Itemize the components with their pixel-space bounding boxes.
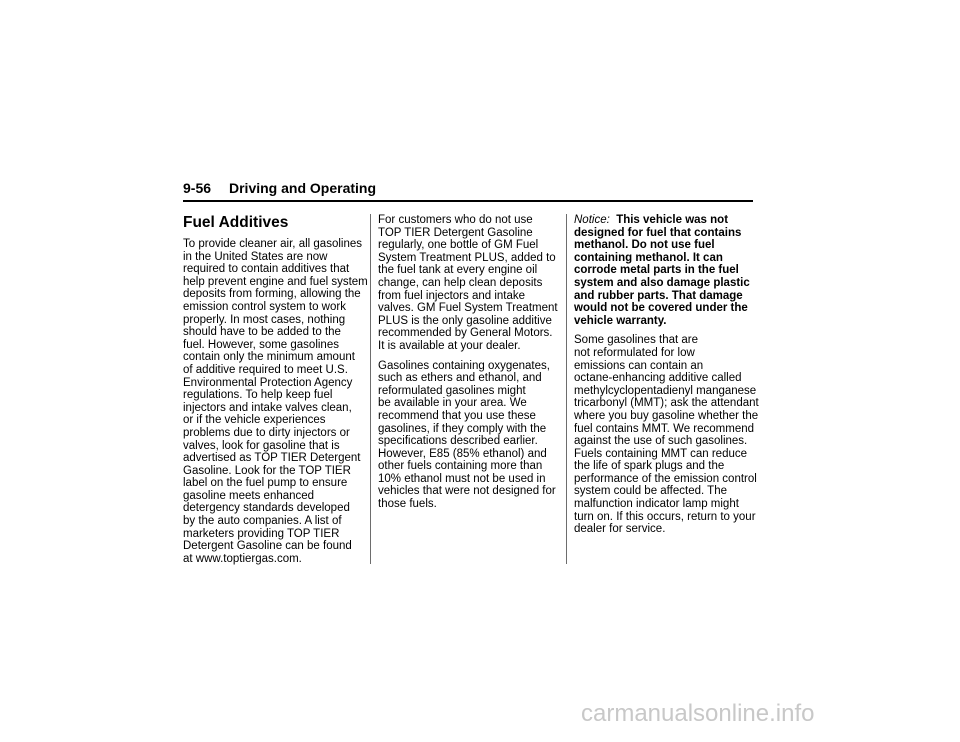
paragraph	[574, 334, 759, 536]
text-line: the life of spark plugs and the	[574, 460, 725, 473]
text-line: deposits from forming, allowing the	[183, 288, 361, 301]
text-line: valves, look for gasoline that is	[183, 439, 340, 452]
text-line: To provide cleaner air, all gasolines	[183, 238, 362, 250]
watermark: carmanualsonline.info	[581, 700, 815, 727]
text-line: change, can help clean deposits	[378, 276, 543, 289]
notice-block	[574, 214, 756, 327]
text-line: specifications described earlier.	[378, 435, 538, 448]
text-line: against the use of such gasolines.	[574, 435, 748, 448]
text-line: label on the fuel pump to ensure	[183, 477, 348, 490]
text-line: Fuels containing MMT can reduce	[574, 447, 748, 460]
text-line: TOP TIER Detergent Gasoline	[378, 226, 533, 239]
text-line: properly. In most cases, nothing	[183, 313, 346, 326]
page-number: 9-56	[183, 180, 212, 196]
text-line: be available in your area. We	[378, 397, 527, 410]
text-line: from fuel injectors and intake	[378, 289, 526, 302]
notice-text: This vehicle was not	[616, 214, 729, 226]
text-line: dealer for service.	[574, 523, 666, 536]
text-line: fuel. However, some gasolines	[183, 338, 339, 351]
text-line: emissions can contain an	[574, 359, 704, 372]
text-line: help prevent engine and fuel system	[183, 275, 368, 288]
text-line: tricarbonyl (MMT); ask the attendant	[574, 397, 759, 410]
column-left	[183, 214, 368, 572]
text-line: vehicle warranty.	[574, 314, 667, 327]
text-line: methanol. Do not use fuel	[574, 239, 715, 252]
text-line: recommend that you use these	[378, 409, 536, 422]
text-line: should have to be added to the	[183, 326, 341, 339]
text-line: detergency standards developed	[183, 502, 350, 515]
text-line: those fuels.	[378, 498, 437, 511]
notice-first-line	[574, 214, 756, 227]
text-line: performance of the emission control	[574, 472, 757, 485]
text-line: malfunction indicator lamp might	[574, 498, 739, 511]
text-line: system and also damage plastic	[574, 276, 750, 289]
text-line: gasolines, if they comply with the	[378, 422, 547, 435]
text-line: Detergent Gasoline can be found	[183, 540, 352, 553]
text-line: of additive required to meet U.S.	[183, 363, 348, 376]
text-line: emission control system to work	[183, 300, 346, 313]
text-line: Gasoline. Look for the TOP TIER	[183, 464, 351, 477]
notice-label: Notice:	[574, 214, 610, 226]
paragraph	[378, 360, 556, 511]
text-line: designed for fuel that contains	[574, 226, 742, 239]
text-line: System Treatment PLUS, added to	[378, 251, 556, 264]
text-line: the fuel tank at every engine oil	[378, 264, 538, 277]
paragraph	[183, 238, 368, 565]
text-line: recommended by General Motors.	[378, 327, 553, 340]
page-header	[183, 180, 753, 202]
article-heading: Fuel Additives	[183, 214, 289, 231]
text-line: fuel contains MMT. We recommend	[574, 422, 755, 435]
text-line: in the United States are now	[183, 250, 328, 263]
text-line: advertised as TOP TIER Detergent	[183, 452, 361, 465]
text-line: where you buy gasoline whether the	[574, 409, 759, 422]
column-divider	[566, 214, 567, 564]
text-line: regulations. To help keep fuel	[183, 389, 333, 402]
text-line: system could be affected. The	[574, 485, 727, 498]
text-line: vehicles that were not designed for	[378, 485, 556, 498]
text-line: injectors and intake valves clean,	[183, 401, 352, 414]
text-line: regularly, one bottle of GM Fuel	[378, 239, 539, 252]
text-line: 10% ethanol must not be used in	[378, 472, 546, 485]
text-line: contain only the minimum amount	[183, 351, 355, 364]
text-line: at www.toptiergas.com.	[183, 552, 302, 565]
text-line: turn on. If this occurs, return to your	[574, 510, 756, 523]
text-line: It is available at your dealer.	[378, 339, 521, 352]
section-title: Driving and Operating	[229, 180, 377, 196]
text-line: Some gasolines that are	[574, 334, 699, 347]
column-right	[574, 214, 759, 543]
text-line: not reformulated for low	[574, 346, 695, 359]
text-line: required to contain additives that	[183, 263, 350, 276]
text-line: other fuels containing more than	[378, 460, 543, 473]
text-line: problems due to dirty injectors or	[183, 426, 350, 439]
column-divider	[370, 214, 371, 564]
text-line: by the auto companies. A list of	[183, 515, 342, 528]
text-line: and rubber parts. That damage	[574, 289, 743, 302]
text-line: reformulated gasolines might	[378, 384, 526, 397]
text-line: gasoline meets enhanced	[183, 489, 315, 502]
text-line: However, E85 (85% ethanol) and	[378, 447, 547, 460]
text-line: containing methanol. It can	[574, 251, 723, 264]
text-line: or if the vehicle experiences	[183, 414, 326, 427]
text-line: would not be covered under the	[574, 302, 748, 315]
column-middle	[378, 214, 556, 518]
paragraph	[378, 214, 556, 353]
text-line: Environmental Protection Agency	[183, 376, 353, 389]
text-line: valves. GM Fuel System Treatment	[378, 302, 558, 315]
text-line: octane-enhancing additive called	[574, 372, 742, 385]
text-line: corrode metal parts in the fuel	[574, 264, 739, 277]
text-line: such as ethers and ethanol, and	[378, 372, 542, 385]
text-line: For customers who do not use	[378, 214, 533, 226]
text-line: PLUS is the only gasoline additive	[378, 314, 552, 327]
text-line: methylcyclopentadienyl manganese	[574, 384, 757, 397]
text-line: Gasolines containing oxygenates,	[378, 359, 550, 372]
text-line: marketers providing TOP TIER	[183, 527, 340, 540]
